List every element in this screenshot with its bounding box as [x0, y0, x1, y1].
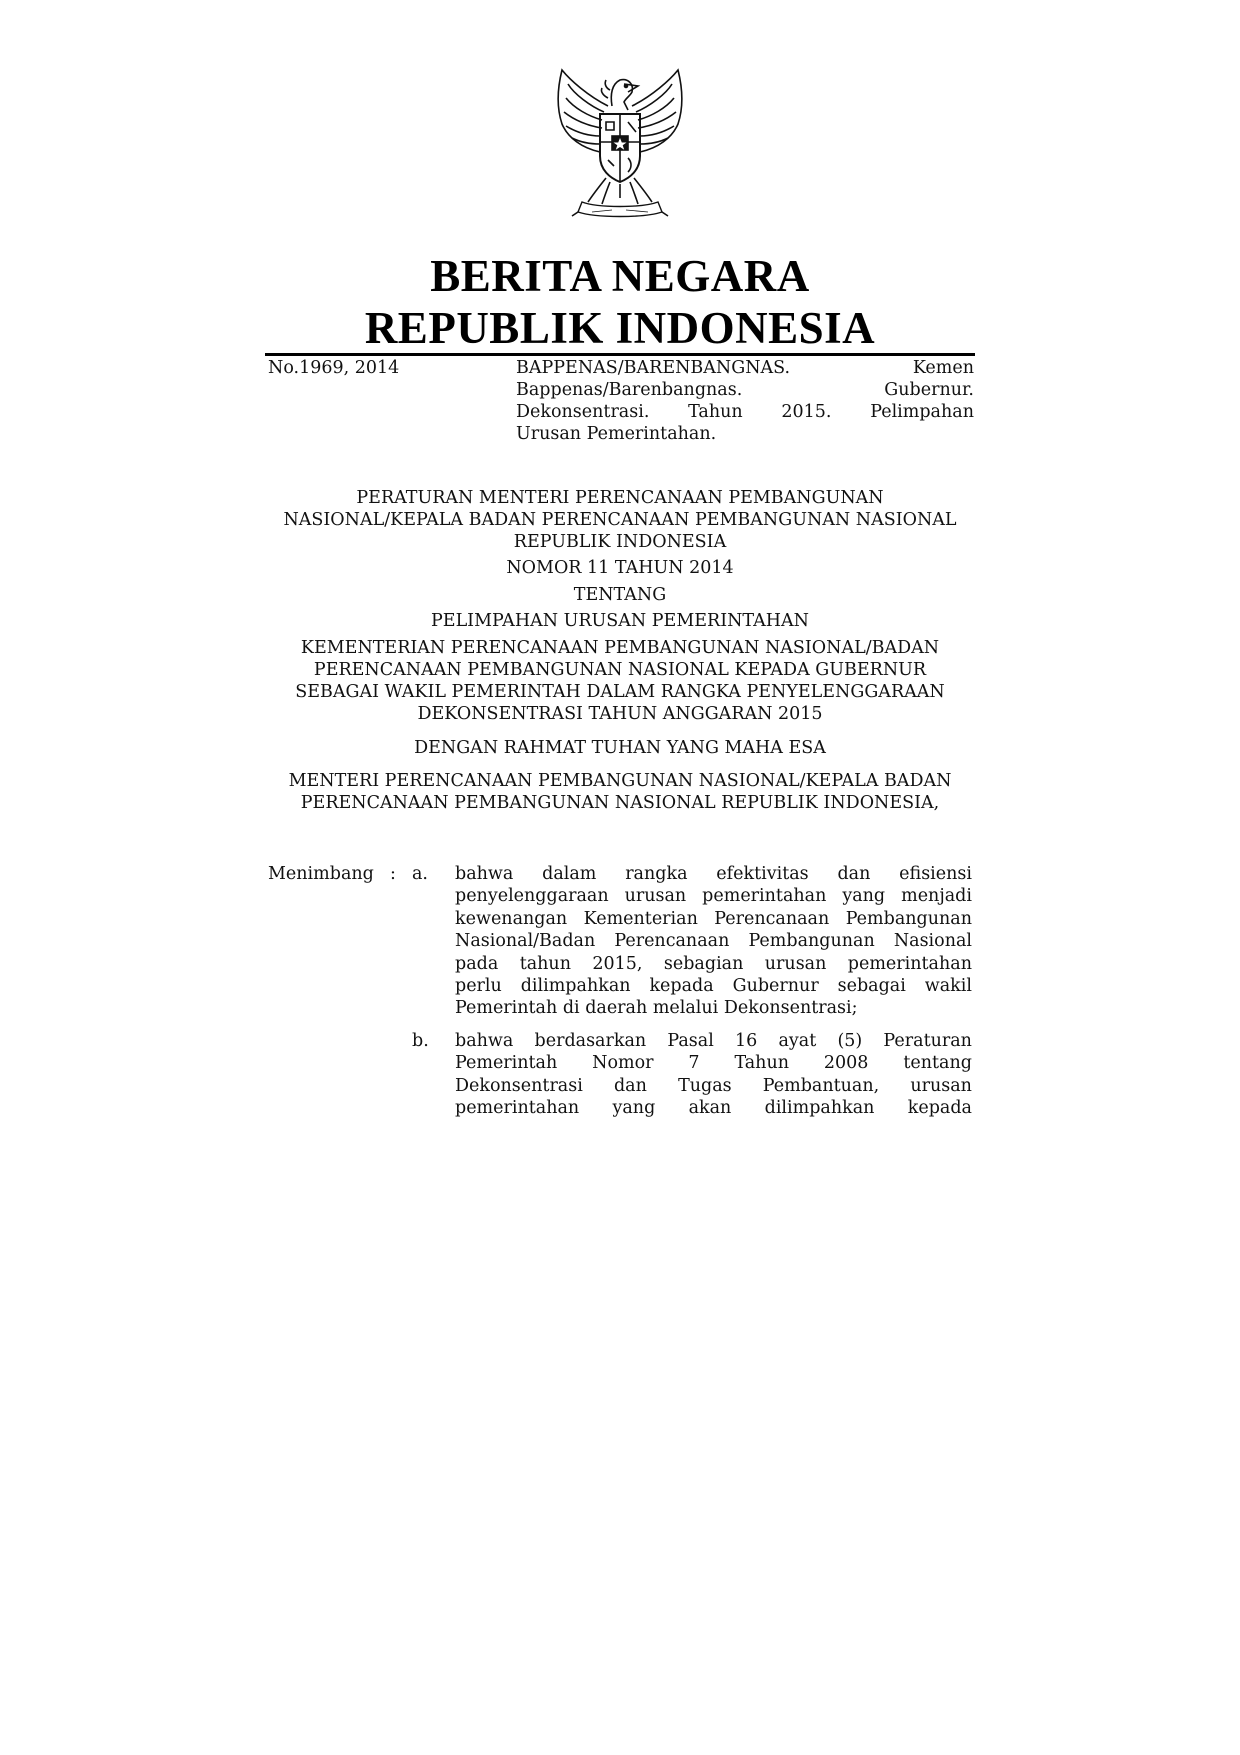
word: Pembangunan: [748, 931, 875, 952]
keyword-line: Urusan Pemerintahan.: [516, 424, 717, 444]
word: Tahun: [734, 1053, 789, 1074]
word: Dekonsentrasi: [455, 1075, 583, 1096]
word: Nasional: [893, 931, 972, 952]
item-line: [455, 953, 972, 975]
considering-item-a: [455, 863, 972, 1020]
word: Kementerian: [583, 908, 698, 929]
masthead-divider: [265, 353, 975, 356]
item-line: [455, 930, 972, 952]
word: urusan: [624, 886, 687, 907]
regulation-minister: [240, 770, 1000, 814]
word: kewenangan: [455, 908, 568, 929]
word: Perencanaan: [714, 908, 830, 929]
word: Gubernur.: [884, 380, 974, 400]
word: Nomor: [592, 1053, 654, 1074]
word: ayat: [778, 1031, 817, 1051]
word: dalam: [542, 864, 597, 884]
subject-line: PERENCANAAN PEMBANGUNAN NASIONAL KEPADA GUBERNUR: [313, 660, 927, 680]
word: 2015.: [781, 402, 832, 422]
item-line: [455, 975, 972, 997]
word: pemerintahan: [702, 886, 827, 907]
word: Pelimpahan: [870, 402, 974, 422]
word: efektivitas: [716, 864, 809, 884]
word: 7: [688, 1053, 700, 1074]
word: perlu: [455, 976, 502, 997]
word: Bappenas/Barenbangnas.: [516, 380, 743, 400]
word: dilimpahkan: [764, 1098, 875, 1119]
heading-line: NASIONAL/KEPALA BADAN PERENCANAAN PEMBANGUNAN NASIONAL: [283, 510, 957, 530]
word: kepada: [907, 1098, 972, 1119]
word: BAPPENAS/BARENBANGNAS.: [516, 358, 791, 378]
subject-line: DEKONSENTRASI TAHUN ANGGARAN 2015: [417, 704, 823, 724]
word: rangka: [625, 864, 688, 884]
item-marker-b: b.: [412, 1031, 429, 1051]
gazette-number: No.1969, 2014: [268, 358, 400, 378]
word: Pemerintah: [455, 1053, 558, 1074]
word: sebagai: [837, 976, 906, 997]
regulation-number: NOMOR 11 TAHUN 2014: [506, 558, 734, 578]
keyword-line: [516, 379, 974, 401]
considering-item-b: [455, 1030, 972, 1120]
word: menjadi: [901, 886, 972, 907]
considering-label: Menimbang: [268, 864, 374, 884]
item-line: [455, 1052, 972, 1074]
word: yang: [612, 1098, 656, 1119]
word: dan: [837, 864, 871, 884]
word: dan: [613, 1075, 647, 1096]
regulation-subject-2: [240, 637, 1000, 725]
word: penyelenggaraan: [455, 886, 609, 907]
word: berdasarkan: [534, 1031, 647, 1051]
word: urusan: [764, 953, 827, 974]
item-line: [455, 1030, 972, 1052]
word: bahwa: [455, 864, 514, 884]
item-line: [455, 885, 972, 907]
word: Kemen: [912, 358, 974, 378]
word: Dekonsentrasi.: [516, 402, 650, 422]
item-line: [455, 908, 972, 930]
word: Perencanaan: [614, 931, 730, 952]
word: yang: [842, 886, 886, 907]
word: (5): [837, 1031, 863, 1051]
minister-line: MENTERI PERENCANAAN PEMBANGUNAN NASIONAL/KEPALA BADAN: [288, 771, 952, 791]
item-marker-a: a.: [412, 864, 428, 884]
word: 2008: [823, 1053, 869, 1074]
word: sebagian: [663, 953, 744, 974]
word: Tahun: [688, 402, 743, 422]
regulation-subject-1: PELIMPAHAN URUSAN PEMERINTAHAN: [431, 611, 809, 631]
word: 16: [734, 1031, 758, 1051]
word: Gubernur: [732, 976, 819, 997]
gazette-keywords: [516, 357, 974, 445]
heading-line: REPUBLIK INDONESIA: [513, 532, 727, 552]
word: Tugas: [678, 1075, 732, 1096]
word: pemerintahan: [455, 1098, 580, 1119]
garuda-emblem-icon: [548, 66, 692, 222]
keyword-line: [516, 357, 974, 379]
item-line: [455, 1075, 972, 1097]
item-line: Pemerintah di daerah melalui Dekonsentrasi;: [455, 998, 858, 1019]
masthead-line-2: REPUBLIK INDONESIA: [364, 303, 876, 353]
word: bahwa: [455, 1031, 514, 1051]
subject-line: KEMENTERIAN PERENCANAAN PEMBANGUNAN NASIONAL/BADAN: [300, 638, 940, 658]
word: Pembantuan,: [762, 1075, 880, 1096]
word: kepada: [649, 976, 714, 997]
minister-line: PERENCANAAN PEMBANGUNAN NASIONAL REPUBLIK INDONESIA,: [300, 793, 940, 813]
regulation-blessing: DENGAN RAHMAT TUHAN YANG MAHA ESA: [414, 738, 826, 758]
word: pemerintahan: [847, 953, 972, 974]
word: Nasional/Badan: [455, 931, 596, 952]
word: tahun: [519, 953, 571, 974]
considering-colon: :: [390, 864, 396, 884]
word: akan: [688, 1098, 732, 1119]
word: 2015,: [592, 953, 643, 974]
word: wakil: [924, 976, 972, 997]
word: urusan: [910, 1075, 972, 1096]
subject-line: SEBAGAI WAKIL PEMERINTAH DALAM RANGKA PENYELENGGARAAN: [295, 682, 945, 702]
word: pada: [455, 953, 499, 974]
word: Pembangunan: [845, 908, 972, 929]
regulation-heading: [240, 487, 1000, 553]
word: dilimpahkan: [520, 976, 631, 997]
heading-line: PERATURAN MENTERI PERENCANAAN PEMBANGUNAN: [356, 488, 884, 508]
regulation-about: TENTANG: [573, 585, 667, 605]
word: tentang: [903, 1053, 972, 1074]
word: Peraturan: [883, 1031, 972, 1051]
keyword-line: [516, 401, 974, 423]
item-line: [455, 1097, 972, 1119]
item-line: [455, 863, 972, 885]
word: Pasal: [667, 1031, 714, 1051]
word: efisiensi: [899, 864, 972, 884]
masthead-line-1: BERITA NEGARA: [430, 251, 810, 301]
